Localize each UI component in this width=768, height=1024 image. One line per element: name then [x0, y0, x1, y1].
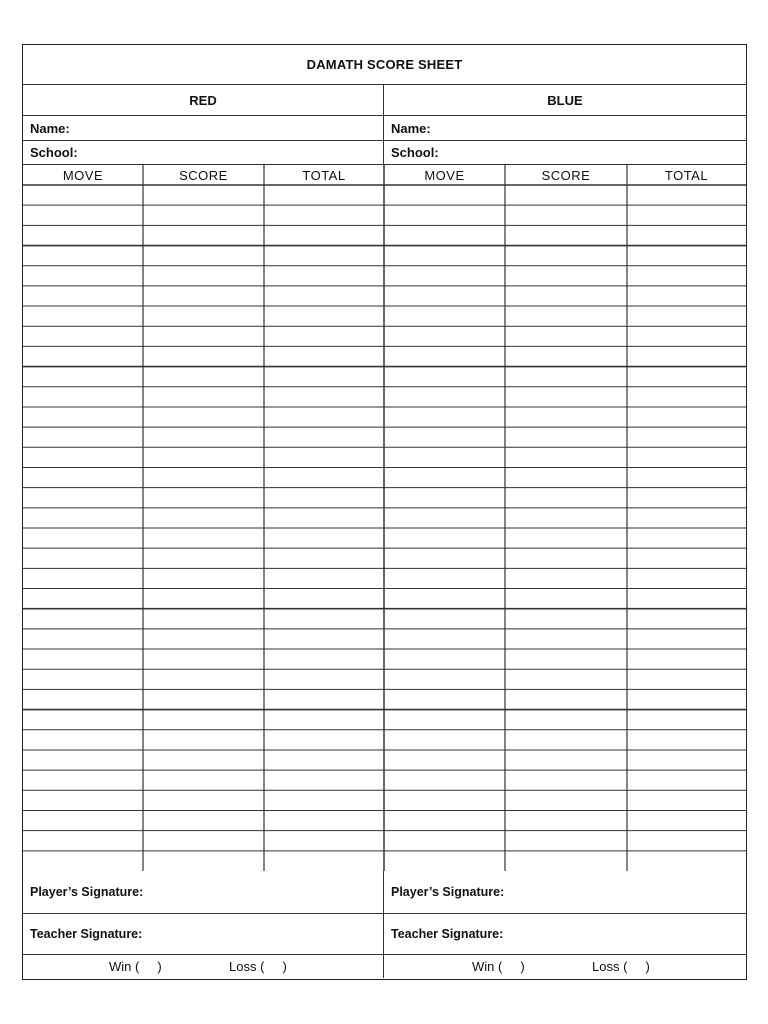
red-player-signature-field[interactable] [23, 871, 384, 913]
team-header-row [23, 85, 746, 116]
red-teacher-signature-label: Teacher Signature: [30, 927, 143, 941]
red-loss-mark[interactable]: Loss ( ) [229, 959, 287, 974]
red-name-field[interactable] [23, 116, 384, 140]
school-row [23, 141, 746, 165]
blue-player-signature-label: Player’s Signature: [391, 885, 505, 899]
blue-name-field[interactable] [384, 116, 746, 140]
blue-name-label: Name: [391, 120, 431, 136]
name-row [23, 116, 746, 141]
blue-win-loss [384, 955, 746, 978]
blue-school-label: School: [391, 145, 439, 160]
red-teacher-signature-field[interactable] [23, 914, 384, 954]
sheet-title: DAMATH SCORE SHEET [23, 45, 746, 85]
red-win-mark[interactable]: Win ( ) [109, 959, 162, 974]
team-name-blue: BLUE [547, 92, 583, 108]
score-grid-lines[interactable] [23, 165, 746, 871]
red-move-header: MOVE [62, 167, 104, 183]
blue-win-mark[interactable]: Win ( ) [472, 959, 525, 974]
red-total-header: TOTAL [302, 167, 346, 183]
blue-player-signature-field[interactable] [384, 871, 746, 913]
blue-teacher-signature-label: Teacher Signature: [391, 927, 504, 941]
red-win-loss [23, 955, 384, 978]
team-name-red: RED [23, 85, 384, 115]
blue-school-field[interactable] [384, 141, 746, 164]
blue-move-header: MOVE [424, 167, 465, 183]
blue-total-header: TOTAL [664, 167, 709, 183]
blue-score-header: SCORE [541, 167, 591, 183]
red-school-label: School: [30, 145, 78, 160]
red-score-header: SCORE [179, 167, 228, 183]
blue-loss-mark[interactable]: Loss ( ) [592, 959, 650, 974]
score-sheet [22, 44, 747, 980]
score-grid [23, 165, 746, 871]
red-player-signature-label: Player’s Signature: [30, 885, 144, 899]
player-signature-row [23, 871, 746, 914]
red-name-label: Name: [30, 120, 70, 136]
blue-teacher-signature-field[interactable] [384, 914, 746, 954]
red-school-field[interactable] [23, 141, 384, 164]
win-loss-row [23, 955, 746, 978]
teacher-signature-row [23, 914, 746, 955]
